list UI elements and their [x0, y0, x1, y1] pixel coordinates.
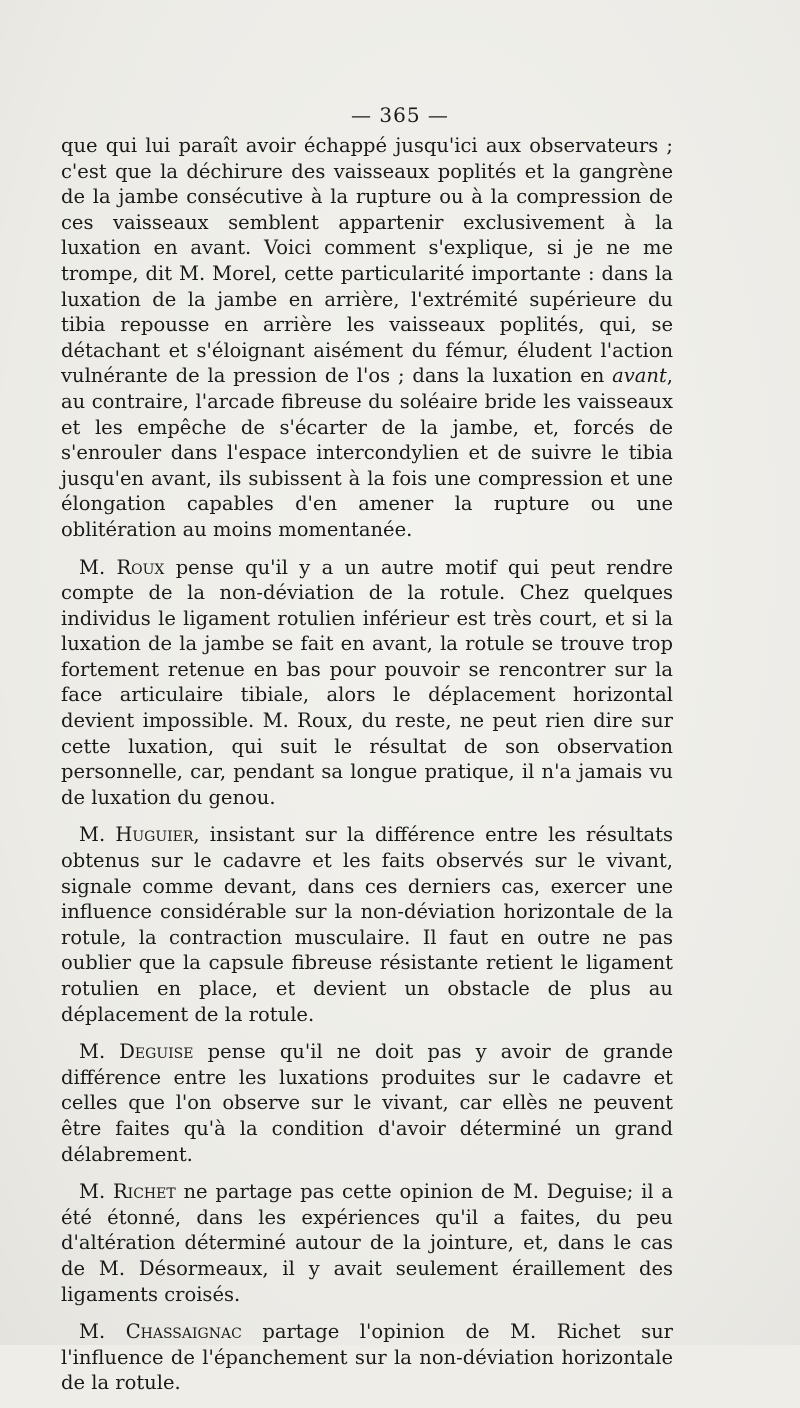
- speaker-name: Roux: [116, 555, 165, 579]
- speaker-name: Chassaignac: [125, 1320, 242, 1344]
- paragraph-morel: [61, 133, 673, 543]
- paragraph-deguise: [61, 1039, 673, 1167]
- paragraph-text: ne partage pas cette opinion de M. Deguise; il a été étonné, dans les expériences qu'il a faites, du peu d'altération déterminé autour de la jointure, et, dans le cas de M. Désormeaux, il y avait seulement éraillement des ligaments croisés.: [61, 1180, 673, 1306]
- speaker-name: Huguier: [115, 823, 194, 847]
- speaker-prefix: M.: [79, 1040, 120, 1064]
- body-text: [61, 133, 673, 1408]
- paragraph-text: que qui lui paraît avoir échappé jusqu'ici aux observateurs ; c'est que la déchirure des vaisseaux poplités et la gangrène de la jambe consécutive à la rupture ou à la compression de ces vaisseaux semblent appartenir exclusivement à la luxation en avant. Voici comment s'explique, si je ne me trompe, dit M. Morel, cette particularité importante : dans la luxation de la jambe en arrière, l'extrémité supérieure du tibia repousse en arrière les vaisseaux poplités, qui, se détachant et s'éloignant aisément du fémur, éludent l'action vulnérante de la pression de l'os ; dans la luxation en: [61, 134, 673, 388]
- paragraph-text: pense qu'il y a un autre motif qui peut rendre compte de la non-déviation de la rotule. Chez quelques individus le ligament rotulien inférieur est très court, et si la luxation de la jambe se fait en avant, la rotule se trouve trop fortement retenue en bas pour pouvoir se rencontrer sur la face articulaire tibiale, alors le déplacement horizontal devient impossible. M. Roux, du reste, ne peut rien dire sur cette luxation, qui suit le résultat de son observation personnelle, car, pendant sa longue pratique, il n'a jamais vu de luxation du genou.: [61, 555, 673, 809]
- paragraph-chassaignac: [61, 1319, 673, 1396]
- speaker-name: Deguise: [119, 1040, 194, 1064]
- paragraph-richet: [61, 1179, 673, 1307]
- page-number: — 365 —: [351, 103, 449, 127]
- paragraph-text: pense qu'il ne doit pas y avoir de grande différence entre les luxations produites sur le cadavre et celles que l'on observe sur le vivant, car ellès ne peuvent être faites qu'à la condition d'avoir déterminé un grand délabrement.: [61, 1040, 673, 1166]
- speaker-prefix: M.: [79, 823, 116, 847]
- speaker-prefix: M.: [79, 555, 117, 579]
- speaker-prefix: M.: [79, 1320, 126, 1344]
- paragraph-text-continued: , au contraire, l'arcade fibreuse du soléaire bride les vaisseaux et les empêche de s'écarter de la jambe, et, forcés de s'enrouler dans l'espace intercondylien et de suivre le tibia jusqu'en avant, ils subissent à la fois une compression et une élongation capables d'en amener la rupture ou une oblitération au moins momentanée.: [61, 364, 673, 541]
- paragraph-text: partage l'opinion de M. Richet sur l'influence de l'épanchement sur la non-déviation horizontale de la rotule.: [61, 1320, 673, 1395]
- paragraph-huguier: [61, 822, 673, 1027]
- italic-word: avant: [612, 364, 667, 388]
- paragraph-text: , insistant sur la différence entre les résultats obtenus sur le cadavre et les faits observés sur le vivant, signale comme devant, dans ces derniers cas, exercer une influence considérable sur la non-déviation horizontale de la rotule, la contraction musculaire. Il faut en outre ne pas oublier que la capsule fibreuse résistante retient le ligament rotulien en place, et devient un obstacle de plus au déplacement de la rotule.: [61, 823, 673, 1026]
- paragraph-roux: [61, 555, 673, 811]
- speaker-prefix: M.: [79, 1180, 113, 1204]
- speaker-name: Richet: [112, 1180, 176, 1204]
